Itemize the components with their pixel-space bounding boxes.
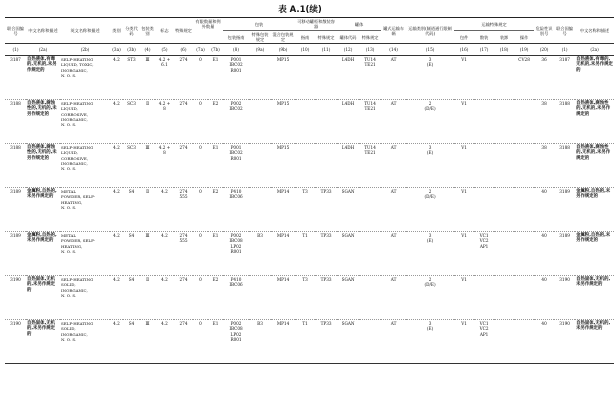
col-header-sp-bulk: 散装 [479,34,489,40]
cell-transport-cat: 3 (E) [406,320,454,364]
cell-hazard-no: 38 [534,100,554,144]
cell-limited-qty: 0 [193,276,208,320]
cell-cn-name: 自热液体,腐蚀性的,无机的,未另作规定的 [26,100,60,144]
col-header-tank: 可移动罐柜和散装容器 [295,18,337,31]
cell-un-no-2: 3189 [554,232,575,276]
col-header-rtank-code: 罐体代码 [339,34,357,40]
cell-mixed: MP14 [271,232,295,276]
cell-limited-qty: 0 [193,320,208,364]
header-row-1 [5,18,614,31]
cell-cn-name: 金属粉,自热的,未另作规定的 [26,232,60,276]
cell-cn-name-2: 金属粉,自热的,未另作规定的 [575,188,614,232]
cell-sp-operation [514,232,534,276]
cell-vehicle: AT [381,56,406,100]
cell-special: 274 [174,144,193,188]
cell-cn-name: 自热液体,腐蚀性的,无机的,未另作规定的 [26,144,60,188]
col-header-en-name: 英文名称和描述 [60,18,110,44]
cell-tank-instr: T3 [295,276,315,320]
cell-rtank-special: TU14 TE21 [359,144,381,188]
col-header-class-code: 分类代码 [123,18,140,44]
col-header-un-no: 联合国编号 [5,18,26,44]
cell-labels: 4.2 [155,320,174,364]
cell-sp-operation [514,188,534,232]
cell-mixed: MP14 [271,320,295,364]
cell-un-no-2: 3188 [554,144,575,188]
cell-pkg-special: B3 [249,320,271,364]
cell-en-name: METAL POWDER, SELF- HEATING, N. O. S. [60,188,110,232]
col-header-transport-cat: 运输类别(隧道通行限制代码) [406,18,454,44]
cell-vehicle: AT [381,320,406,364]
cell-packing-group: Ⅱ [140,188,155,232]
cell-rtank-code: L4DH [337,56,359,100]
table-row [5,100,614,144]
cell-hazard-no: 38 [534,144,554,188]
cell-rtank-special [359,320,381,364]
cell-class-code: S4 [123,320,140,364]
cell-excepted-qty: E1 [208,56,223,100]
cell-un-no: 3190 [5,276,26,320]
cell-sp-bulk [474,56,494,100]
col-header-special-provisions: 运输特殊规定 [454,18,534,31]
cell-class-code: S4 [123,232,140,276]
col-header-limited: 有限数量和例外数量 [193,18,223,31]
cell-special: 274 555 [174,188,193,232]
cell-cn-name: 自热液体,有毒的,无机的,未另作规定的 [26,56,60,100]
cell-sp-bulk [474,100,494,144]
cell-hazard-no: 40 [534,232,554,276]
cell-sp-operation [514,320,534,364]
cell-en-name: SELF-HEATING LIQUID, CORROSIVE, INORGANIC, N. O. S. [60,144,110,188]
col-header-special: 特殊规定 [174,18,193,44]
cell-sp-loading [494,188,514,232]
cell-packing-group: Ⅱ [140,276,155,320]
col-header-vehicle: 罐式运输车辆 [381,18,406,44]
cell-en-name: SELF-HEATING SOLID, INORGANIC, N. O. S. [60,276,110,320]
cell-un-no: 3189 [5,188,26,232]
cell-pkg-special [249,144,271,188]
cell-sp-loading [494,276,514,320]
cell-tank-special: TP33 [315,232,337,276]
cell-sp-loading [494,144,514,188]
cell-rtank-code: L4DH [337,144,359,188]
table-row [5,56,614,100]
col-header-cn-name-2: 中文名称和描述 [575,18,614,44]
cell-pkg-instr: P410 IBC06 [223,188,249,232]
cell-pkg-special: B3 [249,232,271,276]
cell-cn-name: 自热固体,无机的,未另作规定的 [26,276,60,320]
cell-tank-special [315,144,337,188]
cell-class-code: ST3 [123,56,140,100]
cell-rtank-special [359,188,381,232]
cell-vehicle: AT [381,276,406,320]
cell-excepted-qty: E2 [208,100,223,144]
cell-pkg-special [249,56,271,100]
cell-tank-special [315,56,337,100]
cell-rtank-special [359,276,381,320]
cell-tank-instr: T3 [295,188,315,232]
cell-un-no: 3187 [5,56,26,100]
cell-cn-name-2: 金属粉,自热的,未另作规定的 [575,232,614,276]
cell-cn-name-2: 自热液体,腐蚀性的,无机的,未另作规定的 [575,100,614,144]
cell-sp-package: V1 [454,320,474,364]
cell-class: 4.2 [110,232,123,276]
cell-labels: 4.2 [155,232,174,276]
col-header-un-no-2: 联合国编号 [554,18,575,44]
cell-un-no: 3188 [5,100,26,144]
cell-cn-name: 自热固体,无机的,未另作规定的 [26,320,60,364]
cell-sp-loading [494,232,514,276]
cell-un-no: 3189 [5,232,26,276]
cell-labels: 4.2 + 8 [155,100,174,144]
cell-special: 274 [174,276,193,320]
cell-special: 274 555 [174,232,193,276]
cell-class: 4.2 [110,276,123,320]
cell-excepted-qty: E2 [208,276,223,320]
cell-sp-bulk [474,144,494,188]
column-index-row: (1) (2a) (2b) (3a) (3b) (4) (5) (6) (7a) (7b) (8) (9a) (9b) (10) (11) (12) (13) (14) (15) (16) (17) (18) (19) (20) (1) (2a) [5,44,614,56]
cell-pkg-special [249,188,271,232]
cell-un-no-2: 3188 [554,100,575,144]
cell-rtank-code: SGAN [337,276,359,320]
cell-pkg-instr: P001 IBC02 R001 [223,144,249,188]
cell-sp-operation [514,100,534,144]
col-header-packaging: 包装 [223,18,295,31]
cell-sp-bulk [474,276,494,320]
cell-pkg-instr: P002 IBC08 LP02 R001 [223,232,249,276]
cell-limited-qty: 0 [193,232,208,276]
cell-class-code: SC3 [123,144,140,188]
cell-class: 4.2 [110,320,123,364]
cell-pkg-instr: P001 IBC02 R001 [223,56,249,100]
cell-vehicle: AT [381,144,406,188]
cell-rtank-special: TU14 TE21 [359,100,381,144]
cell-excepted-qty: E2 [208,188,223,232]
col-header-labels: 标志 [155,18,174,44]
cell-class-code: S4 [123,188,140,232]
cell-sp-operation [514,276,534,320]
cell-tank-special [315,100,337,144]
cell-class: 4.2 [110,56,123,100]
cell-cn-name-2: 自热液体,有毒的,无机的,未另作规定的 [575,56,614,100]
cell-sp-operation: CV28 [514,56,534,100]
cell-class-code: SC3 [123,100,140,144]
cell-en-name: SELF-HEATING LIQUID, TOXIC, INORGANIC, N. O. S. [60,56,110,100]
cell-class: 4.2 [110,100,123,144]
cell-excepted-qty: E1 [208,320,223,364]
col-header-class: 类别 [110,18,123,44]
cell-vehicle: AT [381,232,406,276]
cell-tank-instr [295,100,315,144]
col-header-sp-loading: 装卸 [499,34,509,40]
cell-sp-loading [494,100,514,144]
cell-limited-qty: 0 [193,144,208,188]
table-title: 表 A.1(续) [278,5,322,15]
cell-class: 4.2 [110,188,123,232]
col-header-hazard-no: 危险性识别号 [534,18,554,44]
cell-mixed: MP15 [271,144,295,188]
cell-sp-operation [514,144,534,188]
cell-mixed: MP14 [271,188,295,232]
cell-cn-name: 金属粉,自热的,未另作规定的 [26,188,60,232]
cell-hazard-no: 40 [534,276,554,320]
cell-sp-bulk [474,188,494,232]
cell-un-no-2: 3190 [554,276,575,320]
cell-hazard-no: 36 [534,56,554,100]
cell-transport-cat: 3 (E) [406,144,454,188]
cell-mixed: MP15 [271,56,295,100]
cell-sp-loading [494,56,514,100]
cell-transport-cat: 2 (D/E) [406,188,454,232]
cell-transport-cat: 2 (D/E) [406,100,454,144]
table-row [5,320,614,364]
table-row [5,276,614,320]
cell-packing-group: Ⅲ [140,232,155,276]
cell-en-name: METAL POWDER, SELF- HEATING, N. O. S. [60,232,110,276]
cell-tank-special: TP33 [315,188,337,232]
cell-labels: 4.2 [155,276,174,320]
cell-tank-instr [295,144,315,188]
cell-hazard-no: 40 [534,320,554,364]
cell-tank-special: TP33 [315,276,337,320]
cell-sp-package: V1 [454,276,474,320]
cell-labels: 4.2 + 8 [155,144,174,188]
cell-un-no-2: 3187 [554,56,575,100]
cell-cn-name-2: 自热固体,无机的,未另作规定的 [575,276,614,320]
cell-sp-package: V1 [454,56,474,100]
col-header-sp-operation: 操作 [519,34,529,40]
cell-special: 274 [174,56,193,100]
cell-sp-loading [494,320,514,364]
cell-rtank-code: SGAN [337,188,359,232]
cell-tank-instr: T1 [295,320,315,364]
cell-en-name: SELF-HEATING SOLID, INORGANIC, N. O. S. [60,320,110,364]
cell-rtank-code: SGAN [337,232,359,276]
cell-limited-qty: 0 [193,188,208,232]
col-header-tank-special: 特殊规定 [317,34,335,40]
table-row [5,144,614,188]
cell-sp-bulk: VC1 VC2 AP1 [474,232,494,276]
cell-pkg-special [249,276,271,320]
cell-pkg-instr: P410 IBC06 [223,276,249,320]
cell-rtank-code: L4DH [337,100,359,144]
cell-rtank-special: TU14 TE21 [359,56,381,100]
cell-transport-cat: 3 (E) [406,232,454,276]
col-header-pkg-instr: 包装指南 [227,34,245,40]
col-header-rtank-special: 特殊规定 [361,34,379,40]
col-header-mixed: 混合包装规定 [272,32,294,43]
cell-transport-cat: 3 (E) [406,56,454,100]
cell-sp-package: V1 [454,188,474,232]
cell-transport-cat: 2 (D/E) [406,276,454,320]
cell-sp-package: V1 [454,144,474,188]
col-header-cn-name: 中文名称和描述 [26,18,60,44]
cell-labels: 4.2 [155,188,174,232]
col-header-pkg-special: 特殊包装规定 [251,32,269,43]
cell-pkg-instr: P002 IBC02 [223,100,249,144]
col-header-sp-package: 包件 [459,34,469,40]
cell-mixed: MP14 [271,276,295,320]
cell-cn-name-2: 自热液体,腐蚀性的,无机的,未另作规定的 [575,144,614,188]
col-header-rtank: 罐体 [337,18,381,31]
cell-sp-package: V1 [454,100,474,144]
cell-sp-bulk: VC1 VC2 AP1 [474,320,494,364]
cell-tank-instr [295,56,315,100]
cell-un-no: 3188 [5,144,26,188]
cell-packing-group: Ⅲ [140,320,155,364]
cell-limited-qty: 0 [193,56,208,100]
cell-packing-group: Ⅲ [140,144,155,188]
cell-packing-group: Ⅱ [140,100,155,144]
cell-excepted-qty: E1 [208,232,223,276]
cell-special: 274 [174,320,193,364]
cell-un-no-2: 3190 [554,320,575,364]
cell-special: 274 [174,100,193,144]
cell-vehicle: AT [381,188,406,232]
cell-tank-instr: T1 [295,232,315,276]
table-row [5,232,614,276]
cell-un-no: 3190 [5,320,26,364]
cell-limited-qty: 0 [193,100,208,144]
cell-pkg-special [249,100,271,144]
cell-class-code: S4 [123,276,140,320]
cell-labels: 4.2 + 6.1 [155,56,174,100]
cell-un-no-2: 3189 [554,188,575,232]
cell-cn-name-2: 自热固体,无机的,未另作规定的 [575,320,614,364]
cell-excepted-qty: E1 [208,144,223,188]
cell-class: 4.2 [110,144,123,188]
cell-hazard-no: 40 [534,188,554,232]
cell-rtank-code: SGAN [337,320,359,364]
cell-sp-package: V1 [454,232,474,276]
cell-tank-special: TP33 [315,320,337,364]
cell-vehicle: AT [381,100,406,144]
cell-mixed: MP15 [271,100,295,144]
table-body [5,56,614,364]
col-header-packing-group: 包装类别 [140,18,155,44]
cell-rtank-special [359,232,381,276]
dangerous-goods-table [5,17,614,364]
cell-en-name: SELF-HEATING LIQUID, CORROSIVE, INORGANIC, N. O. S. [60,100,110,144]
cell-packing-group: Ⅲ [140,56,155,100]
col-header-tank-instr: 指南 [300,34,310,40]
cell-pkg-instr: P002 IBC08 LP02 R001 [223,320,249,364]
table-row [5,188,614,232]
